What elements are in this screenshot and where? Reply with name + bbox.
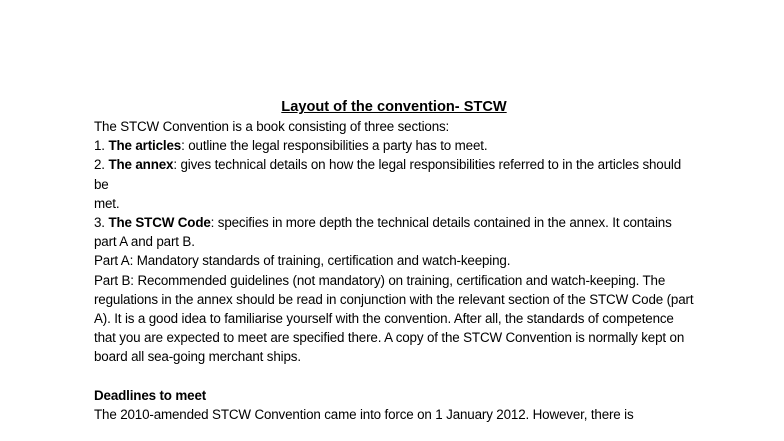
list-item-term: The articles <box>108 138 182 154</box>
part-b-paragraph: Part B: Recommended guidelines (not mandatory) on training, certification and watch-keeping. The regulations in the annex should be read in conjunction with the relevant section of the STCW Code (part A). It is a good idea to familiarise yourself with the convention. After all, the standards of competence that you are expected to meet are specified there. A copy of the STCW Convention is normally kept on board all sea-going merchant ships. <box>94 272 694 365</box>
document-body <box>94 97 694 424</box>
list-item-number: 2. <box>94 157 109 173</box>
part-a-paragraph: Part A: Mandatory standards of training, certification and watch-keeping. <box>94 253 511 269</box>
list-item-text: : specifies in more depth the technical details contained in the annex. It contains part A and part B. <box>94 215 672 250</box>
section-heading <box>94 386 694 405</box>
list-item-text: : gives technical details on how the legal responsibilities referred to in the articles should be <box>94 157 682 192</box>
list-item-articles <box>94 136 694 155</box>
deadlines-paragraph: The 2010-amended STCW Convention came into force on 1 January 2012. However, there is <box>94 407 634 423</box>
section-heading-text: Deadlines to meet <box>94 387 207 403</box>
blank-line <box>94 367 694 386</box>
list-item-annex <box>94 155 694 193</box>
list-item-continuation: met. <box>94 195 120 211</box>
list-item-text: : outline the legal responsibilities a party has to meet. <box>181 138 488 154</box>
list-item-term: The annex <box>108 157 174 173</box>
intro-paragraph: The STCW Convention is a book consisting of three sections: <box>94 119 450 134</box>
list-item-number: 1. <box>94 138 109 154</box>
list-item-number: 3. <box>94 215 109 231</box>
list-item-stcw-code <box>94 213 694 251</box>
list-item-term: The STCW Code <box>108 215 211 231</box>
page-title: Layout of the convention- STCW <box>281 99 507 115</box>
